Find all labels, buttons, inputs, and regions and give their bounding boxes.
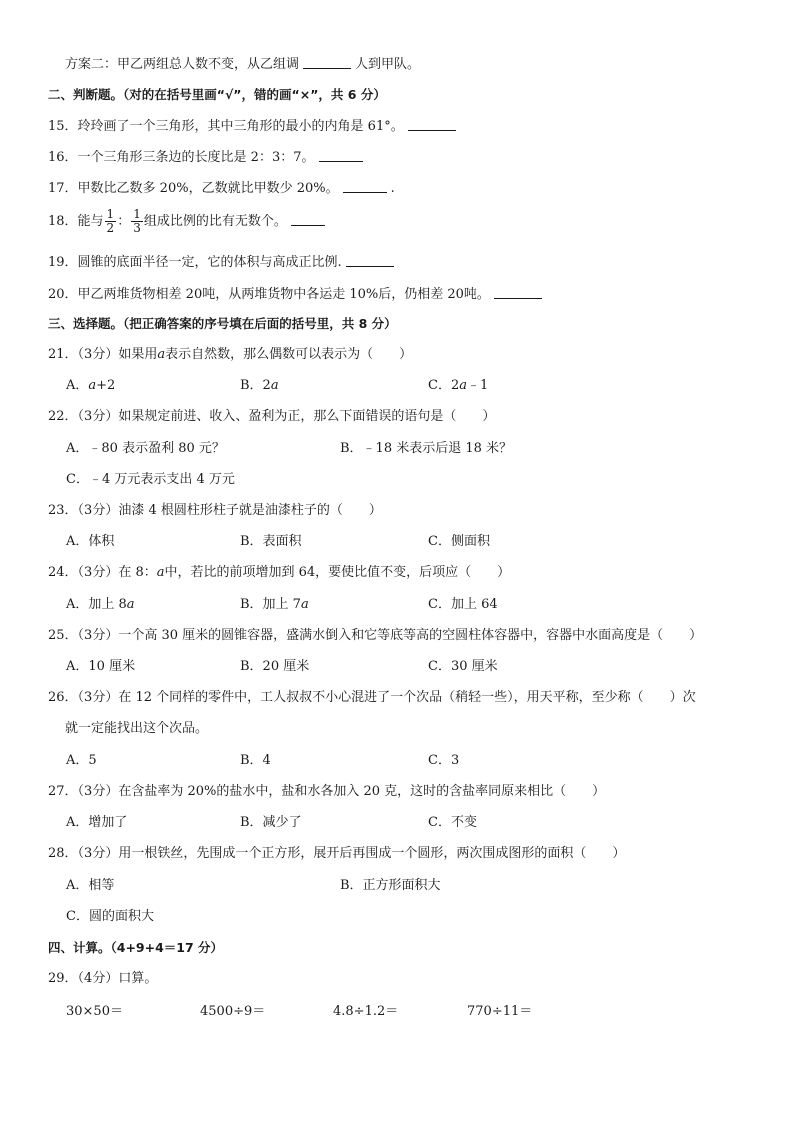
option-text: ﹣1 — [466, 378, 489, 393]
option-text: +2 — [96, 378, 116, 393]
question-18 — [48, 208, 329, 236]
variable-a: a — [459, 378, 467, 393]
option-26-b[interactable]: B．4 — [240, 753, 271, 768]
question-22: 22．（3分）如果规定前进、收入、盈利为正，那么下面错误的语句是（ ） — [48, 409, 496, 424]
question-16-text: 16．一个三角形三条边的长度比是 2：3：7。 — [48, 150, 315, 165]
question-26-line-2: 就一定能找出这个次品。 — [65, 721, 209, 736]
calc-item-2: 4500÷9＝ — [200, 1004, 266, 1019]
option-25-a[interactable]: A．10 厘米 — [66, 659, 136, 674]
question-16 — [48, 149, 367, 167]
option-23-a[interactable]: A．体积 — [66, 534, 115, 549]
option-label: B．2 — [240, 378, 271, 393]
question-18-prefix: 18．能与 — [48, 214, 104, 229]
fraction-numerator: 1 — [133, 207, 141, 221]
intro-suffix: 人到甲队。 — [355, 57, 421, 72]
question-21 — [48, 346, 412, 364]
fraction-numerator: 1 — [106, 207, 115, 221]
option-25-c[interactable]: C．30 厘米 — [428, 659, 498, 674]
variable-a: a — [88, 378, 97, 393]
option-25-b[interactable]: B．20 厘米 — [240, 659, 310, 674]
option-28-a[interactable]: A．相等 — [66, 878, 115, 893]
option-label: C．2 — [428, 378, 460, 393]
fraction-denominator: 2 — [106, 221, 115, 235]
question-27: 27．（3分）在含盐率为 20%的盐水中，盐和水各加入 20 克，这时的含盐率同原来相比（ ） — [48, 784, 606, 799]
question-18-suffix: 组成比例的比有无数个。 — [143, 214, 287, 229]
option-24-b[interactable] — [240, 596, 309, 614]
section-4-title: 四、计算。（4+9+4＝17 分） — [48, 940, 224, 955]
intro-prefix: 方案二：甲乙两组总人数不变，从乙组调 — [65, 57, 300, 72]
fraction-one-half — [105, 208, 117, 235]
question-23: 23．（3分）油漆 4 根圆柱形柱子就是油漆柱子的（ ） — [48, 503, 382, 518]
option-label: A． — [66, 378, 89, 393]
question-24-prefix: 24．（3分）在 8： — [48, 565, 157, 580]
question-15 — [48, 118, 460, 136]
answer-blank[interactable] — [319, 149, 363, 162]
option-23-b[interactable]: B．表面积 — [240, 534, 302, 549]
variable-a: a — [270, 378, 279, 393]
answer-blank[interactable] — [346, 254, 394, 267]
variable-a: a — [157, 347, 166, 362]
question-17 — [48, 180, 395, 198]
option-22-c[interactable]: C．﹣4 万元表示支出 4 万元 — [66, 472, 235, 487]
option-28-b[interactable]: B．正方形面积大 — [340, 878, 441, 893]
option-22-a[interactable]: A．﹣80 表示盈利 80 元？ — [66, 441, 225, 456]
option-21-c[interactable] — [428, 377, 488, 395]
fraction-one-third — [131, 208, 143, 235]
question-29: 29．（4分）口算。 — [48, 971, 158, 986]
option-21-a[interactable] — [66, 377, 115, 395]
question-15-text: 15．玲玲画了一个三角形，其中三角形的最小的内角是 61°。 — [48, 119, 404, 134]
option-26-c[interactable]: C．3 — [428, 753, 460, 768]
question-24-suffix: 中，若比的前项增加到 64，要使比值不变，后项应（ ） — [164, 565, 511, 580]
question-19 — [48, 254, 398, 272]
variable-a: a — [300, 597, 309, 612]
question-25: 25．（3分）一个高 30 厘米的圆锥容器，盛满水倒入和它等底等高的空圆柱体容器中，容器中水面高度是（ ） — [48, 628, 703, 643]
option-text: B．加上 7 — [240, 597, 301, 612]
answer-blank[interactable] — [408, 118, 456, 131]
ratio-separator: ： — [117, 214, 131, 229]
question-20 — [48, 286, 546, 304]
option-24-c[interactable]: C．加上 64 — [428, 597, 498, 612]
option-27-b[interactable]: B．减少了 — [240, 815, 302, 830]
question-21-prefix: 21．（3分）如果用 — [48, 347, 158, 362]
calc-item-4: 770÷11＝ — [467, 1004, 533, 1019]
question-20-text: 20．甲乙两堆货物相差 20吨，从两堆货物中各运走 10%后，仍相差 20吨。 — [48, 287, 490, 302]
question-24 — [48, 564, 510, 582]
question-26-line-1: 26．（3分）在 12 个同样的零件中，工人叔叔不小心混进了一个次品（稍轻一些），用天平称，至少称（ ）次 — [48, 690, 696, 705]
answer-blank[interactable] — [303, 56, 351, 69]
option-26-a[interactable]: A．5 — [66, 753, 97, 768]
option-28-c[interactable]: C．圆的面积大 — [66, 909, 154, 924]
intro-line — [65, 56, 420, 74]
question-17-end: . — [390, 181, 395, 196]
calc-item-1: 30×50＝ — [66, 1004, 123, 1019]
option-21-b[interactable] — [240, 377, 279, 395]
question-17-text: 17．甲数比乙数多 20%，乙数就比甲数少 20%。 — [48, 181, 339, 196]
option-27-a[interactable]: A．增加了 — [66, 815, 128, 830]
variable-a: a — [126, 597, 135, 612]
question-19-text: 19．圆锥的底面半径一定，它的体积与高成正比例. — [48, 255, 342, 270]
question-21-suffix: 表示自然数，那么偶数可以表示为（ ） — [165, 347, 413, 362]
answer-blank[interactable] — [494, 286, 542, 299]
question-28: 28．（3分）用一根铁丝，先围成一个正方形，展开后再围成一个圆形，两次围成图形的面积（ ） — [48, 846, 626, 861]
variable-a: a — [156, 565, 165, 580]
fraction-denominator: 3 — [133, 221, 141, 235]
section-3-title: 三、选择题。（把正确答案的序号填在后面的括号里，共 8 分） — [48, 316, 397, 331]
option-24-a[interactable] — [66, 596, 135, 614]
calc-item-3: 4.8÷1.2＝ — [333, 1004, 399, 1019]
answer-blank[interactable] — [291, 213, 325, 226]
option-27-c[interactable]: C．不变 — [428, 815, 477, 830]
section-2-title: 二、判断题。（对的在括号里画“√”，错的画“×”，共 6 分） — [48, 87, 386, 102]
option-text: A．加上 8 — [66, 597, 127, 612]
answer-blank[interactable] — [343, 180, 387, 193]
option-22-b[interactable]: B．﹣18 米表示后退 18 米？ — [340, 441, 513, 456]
option-23-c[interactable]: C．侧面积 — [428, 534, 490, 549]
